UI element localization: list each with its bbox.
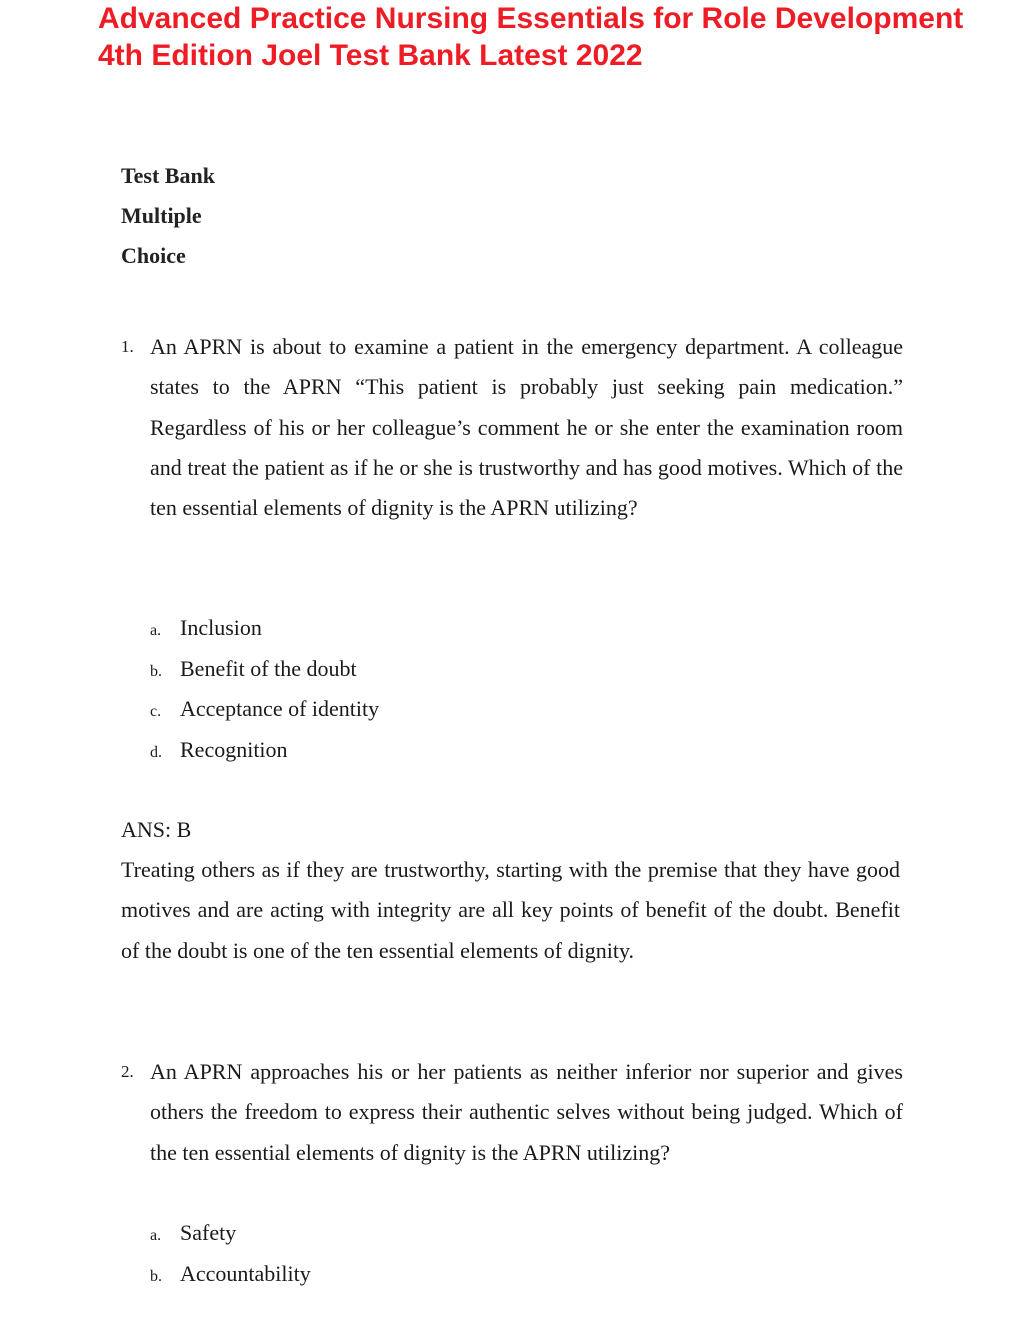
- option-text: Accountability: [180, 1260, 311, 1286]
- option-a: [150, 608, 379, 649]
- section-heading: [121, 156, 215, 276]
- option-text: Safety: [180, 1220, 237, 1245]
- answer-rationale: Treating others as if they are trustworthy, starting with the premise that they have good motives and are acting with integrity are all key points of benefit of the doubt. Benefit of the doubt is one of the ten essential elements of dignity.: [121, 857, 900, 963]
- option-text: Benefit of the doubt: [180, 655, 357, 681]
- question-2-options: [150, 1213, 311, 1294]
- option-text: Inclusion: [180, 615, 262, 640]
- answer-key: ANS: B: [121, 817, 192, 842]
- question-text: An APRN is about to examine a patient in the emergency department. A colleague states to the APRN “This patient is probably just seeking pain medication.” Regardless of his or her colleague’s comment he or she enter the examination room and treat the patient as if he or she is trustworthy and has good motives. Which of the ten essential elements of dignity is the APRN utilizing?: [150, 334, 903, 521]
- question-1: [121, 327, 903, 528]
- question-number: 1.: [121, 337, 134, 356]
- question-1-answer: [121, 810, 900, 971]
- option-b: [150, 1254, 311, 1295]
- option-letter: a.: [150, 1227, 162, 1244]
- option-letter: b.: [150, 1267, 162, 1285]
- option-letter: a.: [150, 622, 162, 639]
- option-c: [150, 689, 379, 730]
- option-letter: b.: [150, 662, 162, 680]
- question-1-options: [150, 608, 379, 770]
- question-text: An APRN approaches his or her patients as neither inferior nor superior and gives others the freedom to express their authentic selves without being judged. Which of the ten essential elements of dignity is the APRN utilizing?: [150, 1059, 903, 1165]
- heading-line-multiple: Multiple: [121, 203, 202, 228]
- option-letter: d.: [150, 743, 162, 761]
- option-d: [150, 730, 379, 771]
- document-title: Advanced Practice Nursing Essentials for Role Development 4th Edition Joel Test Bank Latest 2022: [98, 2, 964, 72]
- question-number: 2.: [121, 1062, 134, 1081]
- heading-line-test-bank: Test Bank: [121, 163, 215, 188]
- option-b: [150, 649, 379, 690]
- option-text: Recognition: [180, 736, 288, 762]
- question-2: [121, 1052, 903, 1173]
- option-a: [150, 1213, 311, 1254]
- heading-line-choice: Choice: [121, 243, 186, 268]
- option-text: Acceptance of identity: [180, 696, 380, 722]
- option-letter: c.: [150, 703, 162, 721]
